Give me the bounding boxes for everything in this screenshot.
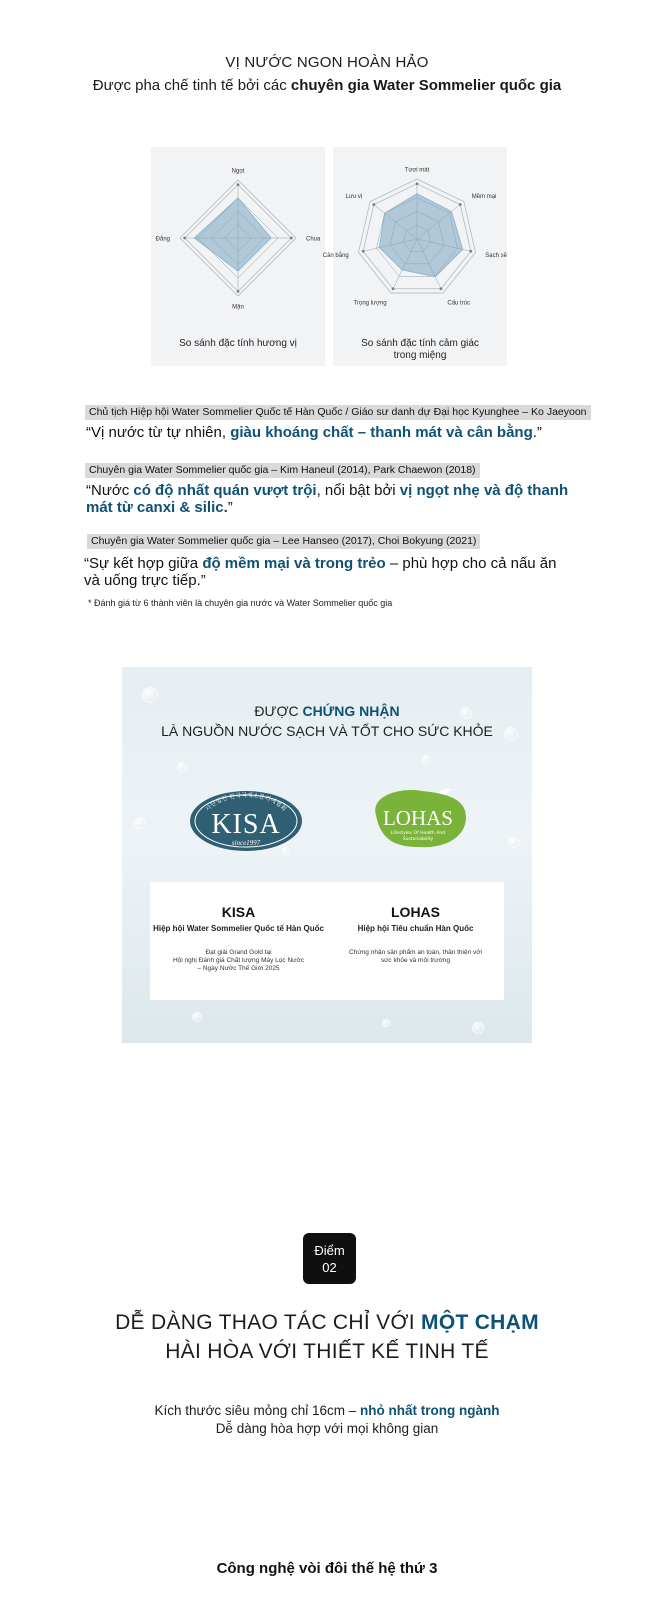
kisa-info (150, 882, 327, 973)
flavor-radar-label-0: Ngọt (231, 168, 245, 175)
mouthfeel-radar-card (322, 147, 507, 366)
lohas-org: Hiệp hội Tiêu chuẩn Hàn Quốc (357, 924, 474, 933)
mouthfeel-radar-label-6: Lưu vị (345, 193, 363, 200)
flavor-radar-axis-dot-3 (183, 237, 186, 240)
mouthfeel-radar-label-2: Sạch sẽ (485, 253, 507, 260)
kisa-org: Hiệp hội Water Sommelier Quốc tế Hàn Quốc (153, 924, 324, 933)
bottom-section-title: Công nghệ vòi đôi thế hệ thứ 3 (216, 1560, 438, 1577)
kisa-logo-arc-text: 사단법인 한국국제소믈리에협회 (204, 791, 288, 813)
flavor-radar-label-1: Chua (306, 236, 321, 243)
mouthfeel-radar-caption (333, 338, 507, 362)
lohas-desc-line2: sức khỏe và môi trường (380, 957, 451, 964)
section2-title-highlight: MỘT CHẠM (421, 1311, 539, 1334)
quote-3-highlight: độ mềm mại và trong trẻo (202, 555, 386, 572)
mouthfeel-radar-label-0: Tươi mát (404, 167, 430, 174)
flavor-radar-label-2: Mặn (232, 304, 244, 311)
section2-title-line1 (0, 1308, 654, 1337)
quote-2-highlight-1: có độ nhất quán vượt trội (133, 482, 317, 499)
quote-2-text (86, 482, 586, 516)
subtitle-bold: chuyên gia Water Sommelier quốc gia (290, 77, 562, 94)
mouthfeel-radar-axis-dot-1 (459, 203, 462, 206)
mouthfeel-radar-data-area (379, 194, 462, 277)
section2-title-prefix: DỄ DÀNG THAO TÁC CHỈ VỚI (115, 1311, 422, 1334)
quote-1-close: .” (532, 424, 542, 441)
lohas-logo (362, 781, 470, 853)
certification-title-line1 (122, 701, 532, 721)
quote-3-text (84, 555, 574, 589)
kisa-desc-line2: Hội nghị Đánh giá Chất lượng Máy Lọc Nước (172, 957, 305, 964)
section2-title-line2: HÀI HÒA VỚI THIẾT KẾ TINH TẾ (165, 1340, 489, 1363)
mouthfeel-radar-label-1: Mềm mại (471, 193, 497, 200)
mouthfeel-radar-label-3: Cấu trúc (447, 300, 471, 307)
mouthfeel-radar-axis-dot-2 (469, 250, 472, 253)
point-badge (303, 1233, 356, 1284)
kisa-logo (188, 789, 304, 853)
certification-panel (122, 667, 532, 1043)
mouthfeel-radar-axis-dot-3 (440, 287, 443, 290)
mouthfeel-radar-label-4: Trọng lượng (353, 300, 387, 307)
section-subtitle (0, 75, 654, 97)
kisa-logo-text: KISA (211, 809, 281, 840)
kisa-logo-since: since1997 (231, 839, 261, 847)
quote-3-open: “Sự kết hợp giữa (84, 555, 203, 572)
subtitle-prefix: Được pha chế tinh tế bởi các (92, 77, 291, 94)
size-description (0, 1402, 654, 1438)
point-badge-number: 02 (322, 1260, 337, 1275)
mouthfeel-radar-axis-dot-6 (372, 203, 375, 206)
lohas-logo-tagline-2: Sustainability (402, 837, 434, 842)
quote-2-highlight-2: vị ngọt nhẹ và độ thanh mát từ canxi & silic. (86, 482, 569, 516)
flavor-radar-data-area (194, 198, 271, 271)
lohas-info (327, 882, 504, 965)
kisa-name: KISA (221, 904, 256, 920)
quote-3-mid: – phù hợp cho cả nấu ăn và uống trực tiếp.” (84, 555, 557, 589)
quote-2-close: ” (227, 499, 233, 516)
quote-2-author-tag: Chuyên gia Water Sommelier quốc gia – Kim Haneul (2014), Park Chaewon (2018) (85, 463, 480, 478)
lohas-name: LOHAS (391, 904, 440, 920)
section-title: VỊ NƯỚC NGON HOÀN HẢO (225, 54, 429, 71)
lohas-logo-text: LOHAS (382, 806, 454, 830)
certification-title-prefix: ĐƯỢC (254, 703, 303, 719)
mouthfeel-radar-label-5: Cân bằng (322, 253, 349, 260)
size-description-line2: Dễ dàng hòa hợp với mọi không gian (215, 1421, 439, 1436)
mouthfeel-radar-chart (322, 147, 507, 337)
point-badge-label: Điểm (314, 1243, 345, 1258)
certification-title-highlight: CHỨNG NHẬN (302, 703, 400, 719)
mouthfeel-radar-axis-dot-4 (392, 287, 395, 290)
quote-1-open: “Vị nước từ tự nhiên, (86, 424, 231, 441)
flavor-radar-axis-dot-0 (237, 183, 240, 186)
certification-info-box (150, 882, 504, 1000)
flavor-radar-caption: So sánh đặc tính hương vị (179, 338, 297, 349)
quote-2-open: “Nước (86, 482, 134, 499)
kisa-desc-line1: Đạt giải Grand Gold tại (205, 949, 272, 956)
size-highlight: nhỏ nhất trong ngành (360, 1403, 500, 1418)
mouthfeel-caption-line1: So sánh đặc tính cảm giác (361, 338, 479, 349)
size-prefix: Kích thước siêu mỏng chỉ 16cm – (154, 1403, 360, 1418)
certification-title-line2: LÀ NGUỒN NƯỚC SẠCH VÀ TỐT CHO SỨC KHỎE (161, 723, 493, 739)
size-description-line1 (0, 1402, 654, 1420)
flavor-radar-axis-dot-2 (237, 290, 240, 293)
quote-3-author-tag: Chuyên gia Water Sommelier quốc gia – Lee Hanseo (2017), Choi Bokyung (2021) (87, 534, 480, 549)
flavor-radar-label-3: Đắng (155, 236, 170, 243)
mouthfeel-radar-axis-dot-0 (416, 182, 419, 185)
lohas-logo-tagline-1: Lifestyles Of Health And (390, 831, 446, 836)
certification-title (122, 701, 532, 741)
kisa-desc-line3: – Ngày Nước Thế Giới 2025 (197, 965, 280, 972)
evaluation-note: * Đánh giá từ 6 thành viên là chuyên gia nước và Water Sommelier quốc gia (88, 598, 393, 608)
quote-1-author-tag: Chủ tịch Hiệp hội Water Sommelier Quốc tế Hàn Quốc / Giáo sư danh dự Đại học Kyunghee – Ko Jaeyoon (85, 405, 591, 420)
section2-title (0, 1308, 654, 1366)
flavor-radar-axis-dot-1 (290, 237, 293, 240)
lohas-desc-line1: Chứng nhận sản phẩm an toàn, thân thiện với (349, 949, 482, 956)
lohas-desc (327, 949, 504, 965)
quote-2-mid: , nổi bật bởi (316, 482, 400, 499)
mouthfeel-caption-line2: trong miệng (393, 350, 447, 361)
quote-1-text (86, 424, 586, 441)
flavor-radar-chart (151, 147, 325, 337)
flavor-radar-card (151, 147, 325, 366)
kisa-desc (150, 949, 327, 973)
mouthfeel-radar-axis-dot-5 (362, 250, 365, 253)
quote-1-highlight: giàu khoáng chất – thanh mát và cân bằng (230, 424, 533, 441)
